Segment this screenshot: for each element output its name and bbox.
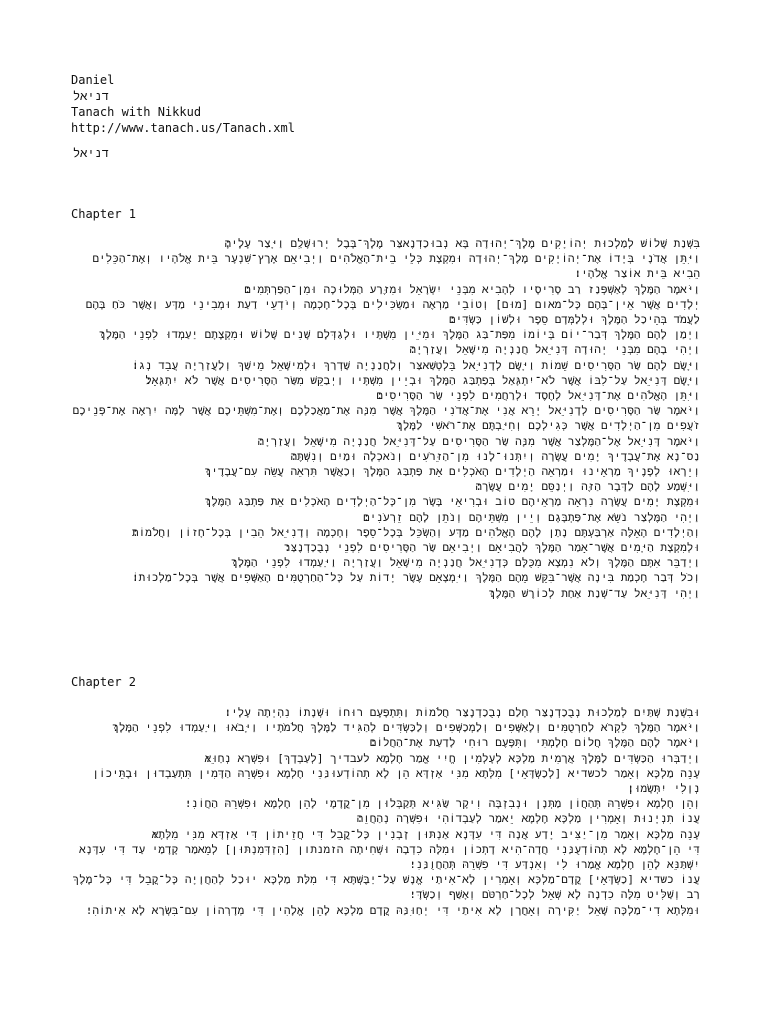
verse: וּלְמִקְצָת הַיָּמִים אֲשֶׁר־אָמַר הַמֶּלֶךְ לַהֲבִיאָם וַיְבִיאֵם שַׂר הַסָּרִיסִים לִפְנֵי נְבֻכַדְנֶצַּר׃ [283,541,700,555]
verse: וּמִלְּתָא דִי־מַלְכָּה שָׁאֵל יַקִּירָה וְאָחֳרָן לָא אִיתַי דִּי יְחַוִּנַּהּ קֳדָם מַלְכָּא לָהֵן אֱלָהִין דִּי מְדָרְהוֹן עִם־בִּשְׂרָא לָא אִיתוֹהִי׃ [85,903,700,917]
verse: וַיְדַבֵּר אִתָּם הַמֶּלֶךְ וְלֹא נִמְצָא מִכֻּלָּם כְּדָנִיֵּאל חֲנַנְיָה מִישָׁאֵל וַעֲזַרְיָה וַיַּעַמְדוּ לִפְנֵי הַמֶּלֶךְ׃ [231,556,700,570]
verse: בִּשְׁנַת שָׁלוֹשׁ לְמַלְכוּת יְהוֹיָקִים מֶלֶךְ־יְהוּדָה בָּא נְבוּכַדְנֶאצַּר מֶלֶךְ־בָּבֶל יְרוּשָׁלִַם וַיָּצַר עָלֶיהָ׃ [224,237,700,250]
verse: וַיֹּאמֶר הַמֶּלֶךְ לְאַשְׁפְּנַז רַב סָרִיסָיו לְהָבִיא מִבְּנֵי יִשְׂרָאֵל וּמִזֶּרַע הַמְּלוּכָה וּמִן־הַפַּרְתְּמִים׃ [244,282,700,296]
verse: עֲנוֹ כשדיא [כַשְׂדָּאֵי] קֳדָם־מַלְכָּא וְאָמְרִין לָא־אִיתַי אֱנָשׁ עַל־יַבֶּשְׁתָּא דִּי מִלַּת מַלְכָּא יוּכַל לְהַחֲוָיָה כָּל־קֳבֵל דִּי כָּל־מֶלֶךְ רַב וְשַׁלִּיט מִלָּה כִדְנָה לָא שְׁאֵל לְכָל־חַרְטֹּם וְאָשַׁף וְכַשְׂדָּי׃ [72,873,700,902]
verse: וְהַיְלָדִים הָאֵלֶּה אַרְבַּעְתָּם נָתַן לָהֶם הָאֱלֹהִים מַדָּע וְהַשְׂכֵּל בְּכָל־סֵפֶר וְחָכְמָה וְדָנִיֵּאל הֵבִין בְּכָל־חָזוֹן וַחֲלֹמוֹת׃ [132,525,700,539]
source-url: http://www.tanach.us/Tanach.xml [71,121,295,135]
verse: וַיָּשֶׂם דָּנִיֵּאל עַל־לִבּוֹ אֲשֶׁר לֹא־יִתְגָּאַל בְּפַתְבַּג הַמֶּלֶךְ וּבְיֵין מִשְׁתָּיו וַיְבַקֵּשׁ מִשַּׂר הַסָּרִיסִים אֲשֶׁר לֹא יִתְגָּאָל׃ [145,373,700,387]
verse: וַיֹּאמֶר הַמֶּלֶךְ לִקְרֹא לַחַרְטֻמִּים וְלָאַשָּׁפִים וְלַמְכַשְּׁפִים וְלַכַּשְׂדִּים לְהַגִּיד לַמֶּלֶךְ חֲלֹמֹתָיו וַיָּבֹאוּ וַיַּעַמְדוּ לִפְנֵי הַמֶּלֶךְ׃ [112,721,700,735]
chapter-1-heading: Chapter 1 [71,207,137,221]
chapter-2-heading: Chapter 2 [71,675,137,689]
book-name-hebrew: דניאל [72,89,109,103]
verse: וּמִקְצָת יָמִים עֲשָׂרָה נִרְאָה מַרְאֵיהֶם טוֹב וּבְרִיאֵי בָּשָׂר מִן־כָּל־הַיְלָדִים הָאֹכְלִים אֵת פַּתְבַּג הַמֶּלֶךְ׃ [204,495,700,509]
verse: נַס־נָא אֶת־עֲבָדֶיךָ יָמִים עֲשָׂרָה וְיִתְּנוּ־לָנוּ מִן־הַזֵּרֹעִים וְנֹאכְלָה וּמַיִם וְנִשְׁתֶּה׃ [290,449,700,463]
verse: וַיֹּאמֶר שַׂר הַסָּרִיסִים לְדָנִיֵּאל יָרֵא אֲנִי אֶת־אֲדֹנִי הַמֶּלֶךְ אֲשֶׁר מִנָּה אֶת־מַאֲכַלְכֶם וְאֶת־מִשְׁתֵּיכֶם אֲשֶׁר לָמָּה יִרְאֶה אֶת־פְּנֵיכֶם זֹעֲפִים מִן־הַיְלָדִים אֲשֶׁר כְּגִילְכֶם וְחִיַּבְתֶּם אֶת־רֹאשִׁי לַמֶּלֶךְ׃ [72,404,700,433]
verse: וַיְדַבְּרוּ הַכַּשְׂדִּים לַמֶּלֶךְ אֲרָמִית מַלְכָּא לְעָלְמִין חֱיִי אֱמַר חֶלְמָא לעבדיך [לְעַבְדָךְ] וּפִשְׁרָא נְחַוֵּא׃ [204,751,700,765]
verse: וַיָּשֶׂם לָהֶם שַׂר הַסָּרִיסִים שֵׁמוֹת וַיָּשֶׂם לְדָנִיֵּאל בֵּלְטְשַׁאצַּר וְלַחֲנַנְיָה שַׁדְרַךְ וּלְמִישָׁאֵל מֵישַׁךְ וְלַעֲזַרְיָה עֲבֵד נְגוֹ׃ [132,358,700,372]
verse: עָנֵה מַלְכָּא וְאָמַר מִן־יַצִּיב יָדַע אֲנָה דִּי עִדָּנָא אַנְתּוּן זָבְנִין כָּל־קֳבֵל דִּי חֲזֵיתוֹן דִּי אַזְדָּא מִנִּי מִלְּתָא׃ [151,827,700,841]
verse: וַיְהִי בָהֶם מִבְּנֵי יְהוּדָה דָּנִיֵּאל חֲנַנְיָה מִישָׁאֵל וַעֲזַרְיָה׃ [409,343,700,357]
verse: וְכֹל דְּבַר חָכְמַת בִּינָה אֲשֶׁר־בִּקֵּשׁ מֵהֶם הַמֶּלֶךְ וַיִּמְצָאֵם עֶשֶׂר יָדוֹת עַל כָּל־הַחַרְטֻמִּים הָאַשָּׁפִים אֲשֶׁר בְּכָל־מַלְכוּתוֹ׃ [132,571,700,585]
book-name-english: Daniel [71,73,115,87]
verse: וַיְהִי דָּנִיֵּאל עַד־שְׁנַת אַחַת לְכוֹרֶשׁ הַמֶּלֶךְ׃ [488,586,700,600]
verse: עָנֵה מַלְכָּא וְאָמַר לכשדיא [לְכַשְׂדָּאֵי] מִלְּתָא מִנִּי אַזְדָּא הֵן לָא תְהוֹדְעוּנַּנִי חֶלְמָא וּפִשְׁרֵהּ הַדָּמִין תִּתְעַבְדוּן וּבָתֵּיכוֹן נְוָלִי יִתְּשָׂמוּן׃ [92,766,700,796]
verse: וַיִּתֵּן הָאֱלֹהִים אֶת־דָּנִיֵּאל לְחֶסֶד וּלְרַחֲמִים לִפְנֵי שַׂר הַסָּרִיסִים׃ [376,389,700,403]
verse: עֲנוֹ תִנְיָנוּת וְאָמְרִין מַלְכָּא חֶלְמָא יֵאמַר לְעַבְדוֹהִי וּפִשְׁרָה נְהַחֲוֵה׃ [356,812,700,826]
verse: וַיִּתֵּן אֲדֹנָי בְּיָדוֹ אֶת־יְהוֹיָקִים מֶלֶךְ־יְהוּדָה וּמִקְצָת כְּלֵי בֵית־הָאֱלֹהִים וַיְבִיאֵם אֶרֶץ־שִׁנְעָר בֵּית אֱלֹהָיו וְאֶת־הַכֵּלִים הֵבִיא בֵּית אוֹצַר אֱלֹהָיו׃ [92,252,700,281]
verse: דִּי הֵן־חֶלְמָא לָא תְהוֹדְעֻנַּנִי חֲדָה־הִיא דָתְכוֹן וּמִלָּה כִדְבָה וּשְׁחִיתָה הזמנתון [הִזְדְּמִנְתּוּן] לְמֵאמַר קָדָמַי עַד דִּי עִדָּנָא יִשְׁתַּנֵּא לָהֵן חֶלְמָא אֱמַרוּ לִי וְאִנְדַּע דִּי פִשְׁרֵהּ תְּהַחֲוֻנַּנִי׃ [79,842,700,872]
chapter-1-verses [70,236,700,601]
verse: וַיִּשְׁמַע לָהֶם לַדָּבָר הַזֶּה וַיְנַסֵּם יָמִים עֲשָׂרָה׃ [475,480,700,494]
verse: וַיְהִי הַמֶּלְצַר נֹשֵׂא אֶת־פַּתְבָּגָם וְיֵין מִשְׁתֵּיהֶם וְנֹתֵן לָהֶם זֵרְעֹנִים׃ [363,510,700,524]
document-header [71,72,691,136]
verse: וְיֵרָאוּ לְפָנֶיךָ מַרְאֵינוּ וּמַרְאֵה הַיְלָדִים הָאֹכְלִים אֵת פַּתְבַּג הַמֶּלֶךְ וְכַאֲשֶׁר תִּרְאֵה עֲשֵׂה עִם־עֲבָדֶיךָ׃ [204,465,700,479]
verse: וַיֹּאמֶר דָּנִיֵּאל אֶל־הַמֶּלְצַר אֲשֶׁר מִנָּה שַׂר הַסָּרִיסִים עַל־דָּנִיֵּאל חֲנַנְיָה מִישָׁאֵל וַעֲזַרְיָה׃ [257,434,700,448]
book-title-hebrew: דניאל [72,146,109,160]
chapter-2-verses [70,705,700,918]
verse: יְלָדִים אֲשֶׁר אֵין־בָּהֶם כָּל־מאום [מוּם] וְטוֹבֵי מַרְאֶה וּמַשְׂכִּילִים בְּכָל־חָכְמָה וְיֹדְעֵי דַעַת וּמְבִינֵי מַדָּע וַאֲשֶׁר כֹּחַ בָּהֶם לַעֲמֹד בְּהֵיכַל הַמֶּלֶךְ וּלְלַמְּדָם סֵפֶר וּלְשׁוֹן כַּשְׂדִּים׃ [85,297,700,327]
collection-name: Tanach with Nikkud [71,105,202,119]
verse: וַיְמַן לָהֶם הַמֶּלֶךְ דְּבַר־יוֹם בְּיוֹמוֹ מִפַּת־בַּג הַמֶּלֶךְ וּמִיֵּין מִשְׁתָּיו וּלְגַדְּלָם שָׁנִים שָׁלוֹשׁ וּמִקְצָתָם יַעַמְדוּ לִפְנֵי הַמֶּלֶךְ׃ [98,328,700,342]
verse: וַיֹּאמֶר לָהֶם הַמֶּלֶךְ חֲלוֹם חָלָמְתִּי וַתִּפָּעֶם רוּחִי לָדַעַת אֶת־הַחֲלוֹם׃ [369,736,700,750]
verse: וְהֵן חֶלְמָא וּפִשְׁרֵהּ תְּהַחֲוֹן מַתְּנָן וּנְבִזְבָּה וִיקָר שַׂגִּיא תְּקַבְּלוּן מִן־קֳדָמָי לָהֵן חֶלְמָא וּפִשְׁרֵהּ הַחֲוֹנִי׃ [184,797,700,811]
verse: וּבִשְׁנַת שְׁתַּיִם לְמַלְכוּת נְבֻכַדְנֶצַּר חָלַם נְבֻכַדְנֶצַּר חֲלֹמוֹת וַתִּתְפָּעֶם רוּחוֹ וּשְׁנָתוֹ נִהְיְתָה עָלָיו׃ [224,706,700,719]
